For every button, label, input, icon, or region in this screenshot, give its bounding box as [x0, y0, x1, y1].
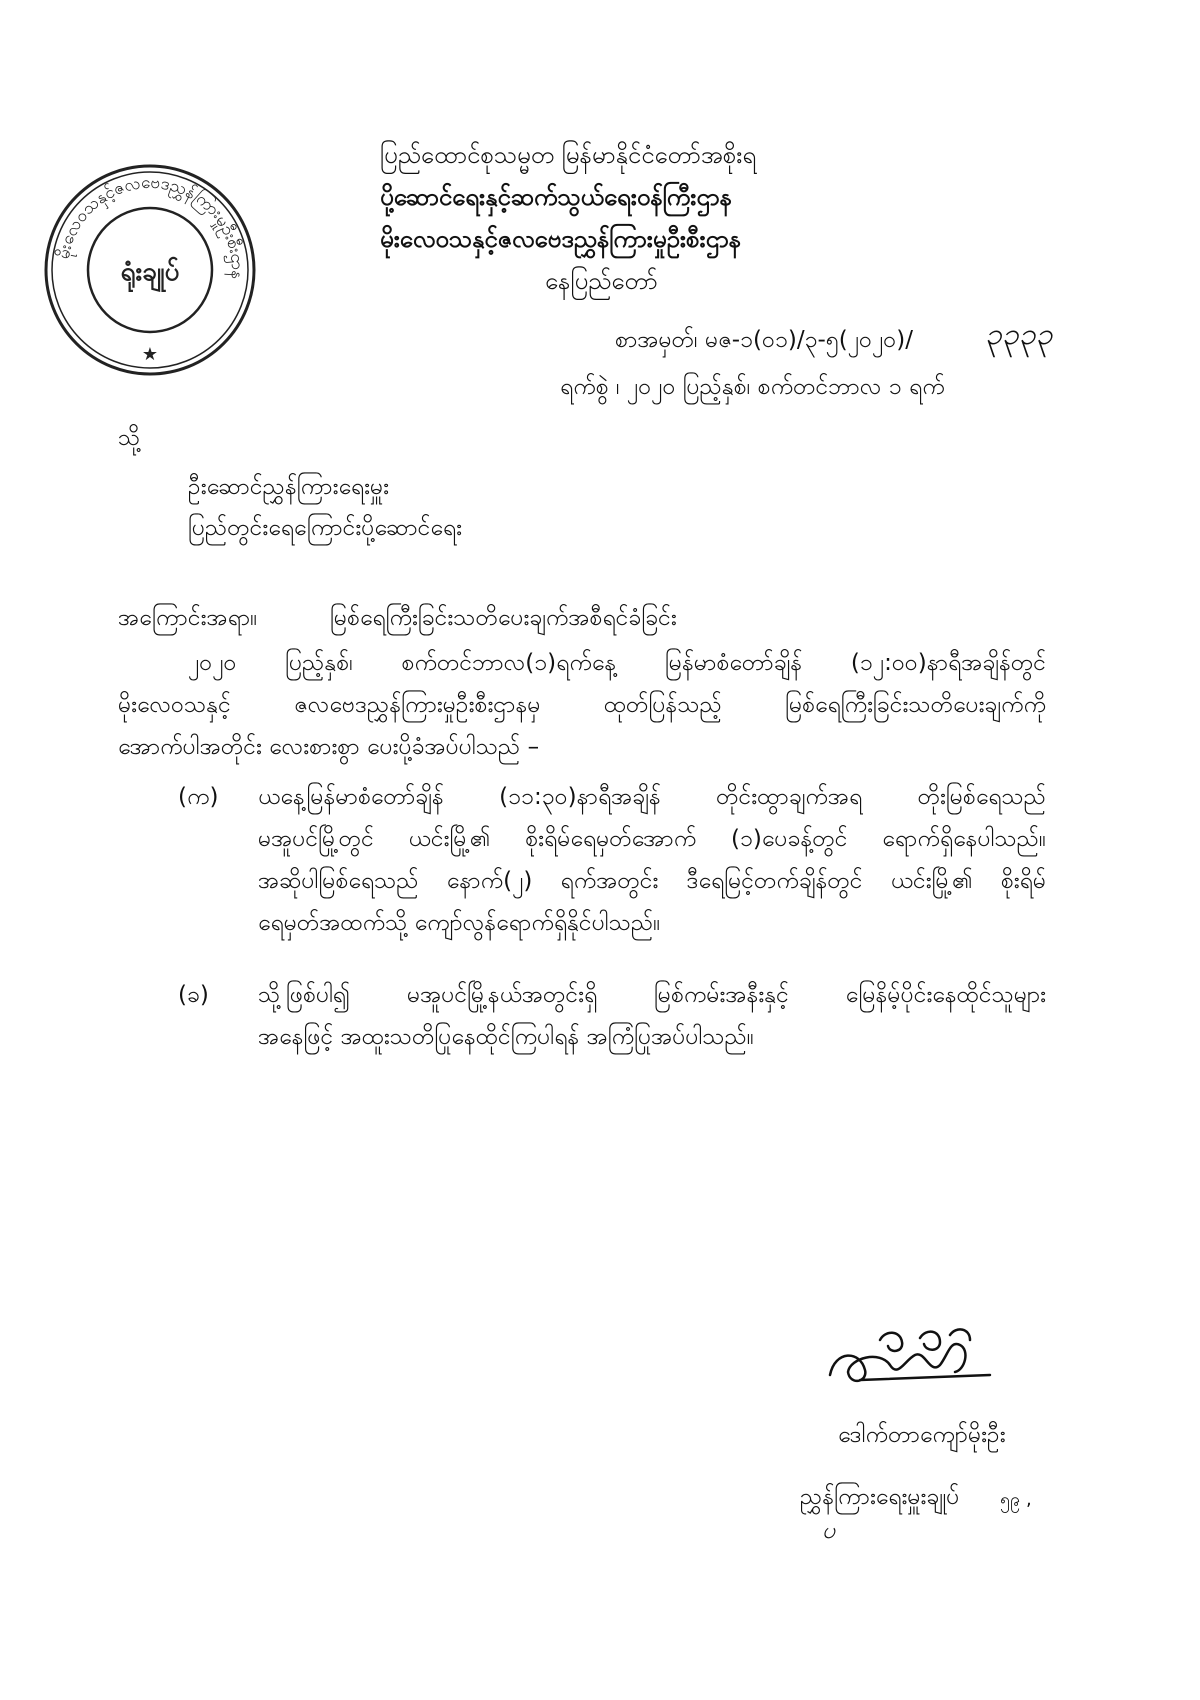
header-government: ပြည်ထောင်စုသမ္မတ မြန်မာနိုင်ငံတော်အစိုးရ: [380, 141, 757, 169]
body-paragraph-line: မိုးလေဝသနှင့် ဇလဗေဒညွှန်ကြားမှုဦးစီးဌာနမှ ထုတ်ပြန်သည့် မြစ်ရေကြီးခြင်းသတိပေးချက်ကို: [118, 692, 1046, 718]
recipient-name: ဦးဆောင်ညွှန်ကြားရေးမှူး: [188, 474, 389, 500]
item-b-line: အနေဖြင့် အထူးသတိပြုနေထိုင်ကြပါရန် အကြံပြုအပ်ပါသည်။: [258, 1024, 754, 1050]
handwritten-signature: [820, 1320, 1000, 1400]
handwritten-scribble: ၅၉ ,: [1000, 1489, 1032, 1510]
subject-text: မြစ်ရေကြီးခြင်းသတိပေးချက်အစီရင်ခံခြင်း: [330, 605, 677, 631]
subject-label: အကြောင်းအရာ။: [118, 605, 258, 631]
seal-ring-text: မိုးလေဝသနှင့်ဇလဗေဒညွှန်ကြားမှုဦးစီးဌာန: [53, 172, 248, 280]
header-department: မိုးလေဝသနှင့်ဇလဗေဒညွှန်ကြားမှုဦးစီးဌာန: [380, 225, 742, 253]
reference-number: စာအမှတ်၊ မဇ-၁(၀၁)/၃-၅(၂၀၂၀)/: [615, 327, 913, 353]
recipient-organization: ပြည်တွင်းရေကြောင်းပို့ဆောင်ရေး: [188, 515, 462, 541]
item-a-line: ရေမှတ်အထက်သို့ ကျော်လွန်ရောက်ရှိနိုင်ပါသည်။: [258, 910, 661, 936]
initial-mark: ပ: [822, 1518, 836, 1544]
item-b-line: သို့ဖြစ်ပါ၍ မအူပင်မြို့နယ်အတွင်းရှိ မြစ်ကမ်းအနီးနှင့် မြေနိမ့်ပိုင်းနေထိုင်သူများ: [258, 982, 1046, 1008]
item-a-line: ယနေ့မြန်မာစံတော်ချိန် (၁၁:၃၀)နာရီအချိန် တိုင်းထွာချက်အရ တိုးမြစ်ရေသည်: [258, 784, 1046, 810]
item-b-label: (ခ): [178, 982, 209, 1008]
recipient-to: သို့: [118, 425, 141, 451]
letter-date: ရက်စွဲ ၊ ၂၀၂၀ ပြည့်နှစ်၊ စက်တင်ဘာလ ၁ ရက်: [560, 374, 945, 400]
header-ministry: ပို့ဆောင်ရေးနှင့်ဆက်သွယ်ရေးဝန်ကြီးဌာန: [380, 183, 732, 211]
seal-center-text: ရုံးချုပ်: [120, 257, 180, 287]
header-city: နေပြည်တော်: [545, 267, 658, 295]
body-paragraph-line: အောက်ပါအတိုင်း လေးစားစွာ ပေးပို့ခံအပ်ပါသည် –: [118, 734, 540, 760]
seal-star-icon: ★: [141, 344, 159, 365]
signatory-title: ညွှန်ကြားရေးမှူးချုပ်: [800, 1484, 960, 1510]
reference-handwritten-number: ၃၃၃၃: [985, 317, 1053, 352]
signatory-name: ဒေါက်တာကျော်မိုးဦး: [838, 1422, 1006, 1448]
item-a-label: (က): [178, 784, 219, 810]
item-a-line: မအူပင်မြို့တွင် ယင်းမြို့၏ စိုးရိမ်ရေမှတ်အောက် (၁)ပေခန့်တွင် ရောက်ရှိနေပါသည်။: [258, 826, 1046, 852]
department-seal: [40, 160, 260, 380]
body-paragraph-line: ၂၀၂၀ ပြည့်နှစ်၊ စက်တင်ဘာလ(၁)ရက်နေ့ မြန်မာစံတော်ချိန် (၁၂:၀၀)နာရီအချိန်တွင်: [188, 650, 1046, 676]
item-a-line: အဆိုပါမြစ်ရေသည် နောက်(၂) ရက်အတွင်း ဒီရေမြင့်တက်ချိန်တွင် ယင်းမြို့၏ စိုးရိမ်: [258, 868, 1046, 894]
